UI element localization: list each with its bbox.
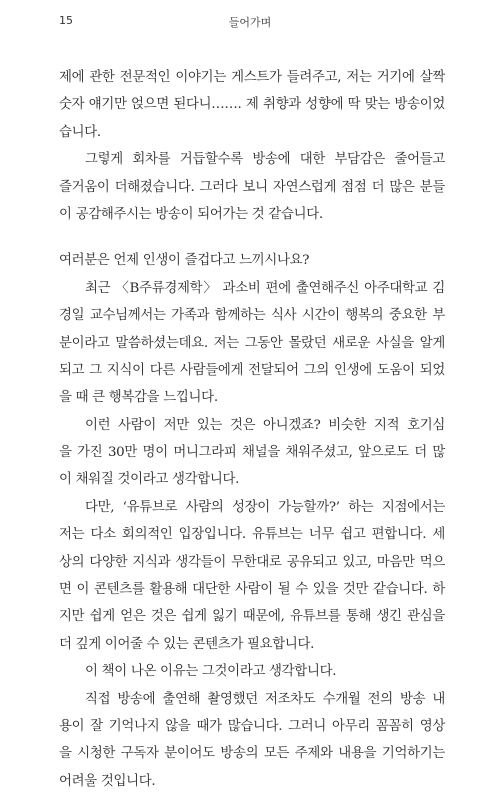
text-line: 이 공감해주시는 방송이 되어가는 것 같습니다.	[59, 206, 323, 222]
text-line: 면 이 콘텐츠를 활용해 대단한 사람이 될 수 있을 것만 같습니다. 하	[59, 582, 445, 598]
text-line: 어려울 것입니다.	[59, 773, 156, 789]
page-number: 15	[59, 14, 73, 27]
paragraph	[59, 146, 445, 228]
text-line: 최근 〈B주류경제학〉 과소비 편에 출연해주신 아주대학교 김	[85, 280, 445, 296]
body-text	[59, 64, 445, 795]
paragraph	[59, 412, 445, 494]
text-line: 이 채워질 것이라고 생각합니다.	[59, 472, 240, 488]
text-line: 제에 관한 전문적인 이야기는 게스트가 들려주고, 저는 거기에 살짝	[59, 70, 445, 85]
text-line: 지만 쉽게 얻은 것은 쉽게 잃기 때문에, 유튜브를 통해 생긴 관심을	[59, 609, 445, 625]
text-line: 숫자 얘기만 얹으면 된다니……. 제 취향과 성향에 딱 맞는 방송이었	[59, 97, 445, 113]
text-line: 을 시청한 구독자 분이어도 방송의 모든 주제와 내용을 기억하기는	[59, 746, 445, 762]
text-line: 되고 그 지식이 다른 사람들에게 전달되어 그의 인생에 도움이 되었	[59, 362, 445, 378]
text-line: 저는 다소 회의적인 입장입니다. 유튜브는 너무 쉽고 편합니다. 세	[59, 527, 445, 543]
text-line: 분이라고 말씀하셨는데요. 저는 그동안 몰랐던 새로운 사실을 알게	[59, 335, 445, 351]
paragraph	[59, 247, 445, 274]
text-line: 경일 교수님께서는 가족과 함께하는 식사 시간이 행복의 중요한 부	[59, 308, 445, 324]
paragraph	[59, 658, 445, 685]
text-line: 그렇게 회차를 거듭할수록 방송에 대한 부담감은 줄어들고	[85, 152, 445, 168]
text-line: 더 깊게 이어줄 수 있는 콘텐츠가 필요합니다.	[59, 636, 315, 652]
text-line: 이 책이 나온 이유는 그것이라고 생각합니다.	[85, 664, 337, 680]
text-line: 용이 잘 기억나지 않을 때가 많습니다. 그러니 아무리 꼼꼼히 영상	[59, 718, 445, 734]
text-line: 직접 방송에 출연해 촬영했던 저조차도 수개월 전의 방송 내	[85, 691, 445, 707]
text-line: 여러분은 언제 인생이 즐겁다고 느끼시나요?	[59, 253, 310, 269]
paragraph	[59, 64, 445, 146]
paragraph	[59, 494, 445, 658]
text-line: 즐거움이 더해졌습니다. 그러다 보니 자연스럽게 점점 더 많은 분들	[59, 179, 445, 195]
text-line: 을 가진 30만 명이 머니그라피 채널을 채워주셨고, 앞으로도 더 많	[59, 445, 445, 461]
paragraph	[59, 275, 445, 412]
text-line: 이런 사람이 저만 있는 것은 아니겠죠? 비슷한 지적 호기심	[85, 417, 445, 433]
text-line: 을 때 큰 행복감을 느낍니다.	[59, 390, 218, 406]
text-line: 다만, ‘유튜브로 사람의 성장이 가능할까?’ 하는 지점에서는	[85, 499, 445, 515]
paragraph	[59, 686, 445, 795]
running-header-title: 들어가며	[228, 16, 272, 29]
paragraph-gap	[59, 228, 445, 247]
text-line: 습니다.	[59, 124, 101, 140]
text-line: 상의 다양한 지식과 생각들이 무한대로 공유되고 있고, 마음만 먹으	[59, 554, 445, 570]
